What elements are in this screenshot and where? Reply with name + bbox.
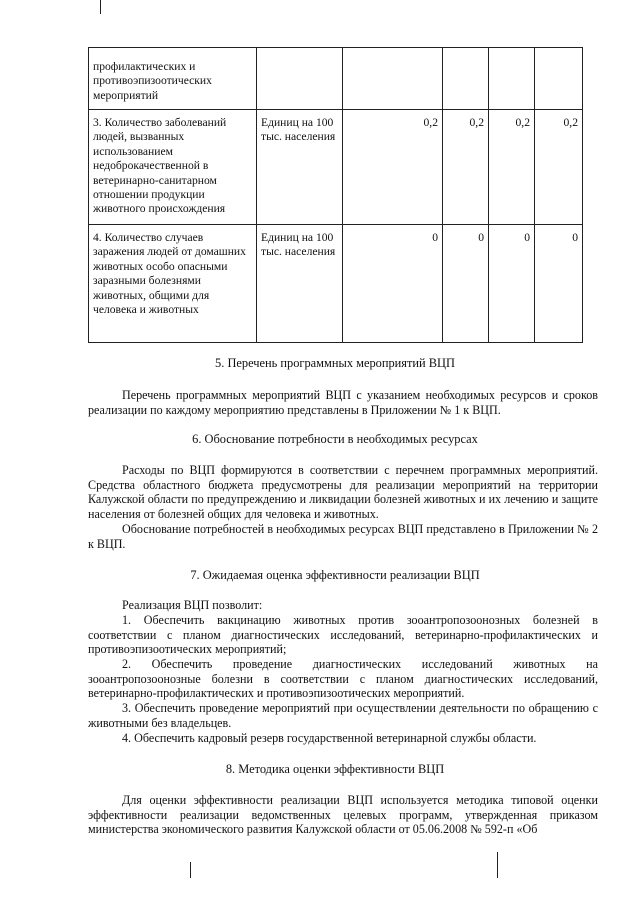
indicator-value: 0,2 [443, 110, 489, 225]
table-row [89, 225, 583, 343]
indicator-name: 4. Количество случаев заражения людей от домашних животных особо опасными заразными болезнями животных, общими для человека и животных [89, 225, 257, 343]
section-6-heading: 6. Обоснование потребности в необходимых ресурсах [192, 432, 478, 446]
indicator-value: 0 [535, 225, 583, 343]
indicator-value [489, 48, 535, 110]
indicator-value [443, 48, 489, 110]
section-7-item: 4. Обеспечить кадровый резерв государственной ветеринарной службы области. [122, 731, 537, 745]
indicator-unit: Единиц на 100 тыс. населения [257, 225, 343, 343]
section-7-item: 2. Обеспечить проведение диагностических исследований животных на зооантропозоонозные болезни в соответствии с планом диагностических исследований, ветеринарно-профилактических и противоэпизоотических мероприятий. [88, 657, 598, 701]
indicator-name: 3. Количество заболеваний людей, вызванных использованием недоброкачественной в ветеринарно-санитарном отношении продукции животного происхождения [89, 110, 257, 225]
section-8-text: Для оценки эффективности реализации ВЦП используется методика типовой оценки эффективности реализации ведомственных целевых программ, утвержденная приказом министерства экономического развития Калужской области от 05.06.2008 № 592-п «Об [88, 793, 598, 837]
indicators-table [88, 47, 583, 343]
indicator-value [535, 48, 583, 110]
section-7-intro: Реализация ВЦП позволит: [122, 598, 263, 612]
section-7-item: 1. Обеспечить вакцинацию животных против зооантропозоонозных болезней в соответствии с планом диагностических исследований, ветеринарно-профилактических и противоэпизоотических мероприятий; [88, 613, 598, 657]
section-6-paragraph-2: Обоснование потребностей в необходимых ресурсах ВЦП представлено в Приложении № 2 к ВЦП. [88, 522, 598, 551]
section-7-item: 3. Обеспечить проведение мероприятий при осуществлении деятельности по обращению с животными без владельцев. [88, 701, 598, 730]
indicator-value: 0 [489, 225, 535, 343]
indicator-value: 0,2 [489, 110, 535, 225]
indicator-unit [257, 48, 343, 110]
table-row [89, 110, 583, 225]
section-8-heading: 8. Методика оценки эффективности ВЦП [225, 762, 445, 776]
indicator-value: 0 [443, 225, 489, 343]
section-5-heading: 5. Перечень программных мероприятий ВЦП [215, 356, 455, 370]
scan-mark-bottom-right [497, 852, 498, 878]
indicator-value: 0,2 [343, 110, 443, 225]
section-7-heading: 7. Ожидаемая оценка эффективности реализации ВЦП [190, 568, 480, 582]
table-row [89, 48, 583, 110]
section-5-text: Перечень программных мероприятий ВЦП с указанием необходимых ресурсов и сроков реализации по каждому мероприятию представлены в Приложении № 1 к ВЦП. [88, 388, 598, 417]
scan-mark-bottom-left [190, 862, 191, 878]
indicator-unit: Единиц на 100 тыс. населения [257, 110, 343, 225]
indicator-value: 0,2 [535, 110, 583, 225]
indicator-name: профилактических и противоэпизоотических мероприятий [89, 48, 257, 110]
scan-mark-top [100, 0, 101, 14]
indicator-value: 0 [343, 225, 443, 343]
section-6-paragraph-1: Расходы по ВЦП формируются в соответствии с перечнем программных мероприятий. Средства областного бюджета предусмотрены для реализации мероприятий на территории Калужской области по предупреждению и ликвидации болезней животных и их лечению и защите населения от болезней общих для человека и животных. [88, 463, 598, 521]
indicator-value [343, 48, 443, 110]
